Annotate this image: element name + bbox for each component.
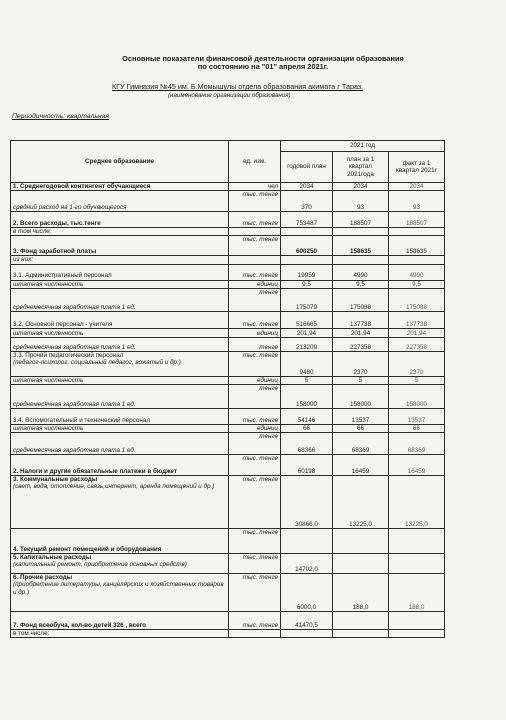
row-label-text: штатная численность	[13, 425, 84, 433]
table-row	[11, 476, 445, 529]
row-label-text: среднемесячная заработная плата 1 ед.	[13, 343, 136, 351]
row-value-quarter-plan	[333, 554, 389, 574]
row-label-subtext: (свет, вода, отопление, связь,интернет, аренда помещений и др.)	[13, 483, 215, 491]
row-value-quarter-plan	[333, 630, 389, 638]
column-header-year: 2021 год	[281, 141, 445, 152]
row-label	[11, 228, 229, 236]
document-date: по состоянию на "01" апреля 2021г.	[197, 62, 329, 71]
row-label-text: 7. Фонд всеобуча, кол-во детей 326 , всего	[13, 622, 147, 630]
row-label	[11, 529, 229, 554]
table-row	[11, 236, 445, 256]
row-value-quarter-plan: 158000	[333, 385, 389, 409]
financial-table	[10, 140, 445, 638]
row-value-fact: 2034	[389, 183, 445, 191]
row-value-quarter-plan: 16459	[333, 455, 389, 476]
row-value-quarter-plan: 2034	[333, 183, 389, 191]
table-row	[11, 212, 445, 228]
row-unit	[229, 256, 281, 264]
row-value-plan: 2034	[281, 183, 333, 191]
row-label-text: 2. Налоги и другие обязательные платежи в бюджет	[13, 468, 178, 476]
row-value-fact: 66	[389, 425, 445, 433]
row-unit: тыс. тенге	[229, 212, 281, 228]
row-value-plan: 213209	[281, 337, 333, 351]
row-value-plan: 54146	[281, 409, 333, 425]
table-row	[11, 529, 445, 554]
row-value-plan	[281, 228, 333, 236]
document-title: Основные показатели финансовой деятельности организации образования	[122, 54, 404, 63]
table-row	[11, 385, 445, 409]
table-body	[11, 183, 445, 638]
row-value-fact: 9,5	[389, 280, 445, 288]
row-label-text: 1. Среднегодовой контингент обучающиеся	[13, 183, 151, 190]
row-label-text: 4. Текущий ремонт помещений и оборудования	[13, 546, 162, 554]
row-value-fact	[389, 630, 445, 638]
row-value-fact	[389, 256, 445, 264]
row-label-text: 3.2. Основной персонал - учителя	[13, 320, 113, 328]
row-unit: тыс. тенге	[229, 612, 281, 630]
row-label-subtext: (педагог-психолог, социальный педагог, вожатый и др.)	[13, 359, 181, 367]
table-row	[11, 256, 445, 264]
row-value-fact: 227358	[389, 337, 445, 351]
table-row	[11, 630, 445, 638]
table-row	[11, 264, 445, 280]
row-value-plan: 9,5	[281, 280, 333, 288]
table-row	[11, 574, 445, 612]
row-unit: единиц	[229, 425, 281, 433]
row-unit: тенге	[229, 337, 281, 351]
row-label	[11, 476, 229, 529]
row-label	[11, 574, 229, 612]
row-value-fact	[389, 228, 445, 236]
organization-note: (наименование организации образования)	[168, 92, 291, 99]
row-label	[11, 337, 229, 351]
row-unit: тыс. тенге	[229, 236, 281, 256]
row-label	[11, 212, 229, 228]
row-unit	[229, 630, 281, 638]
row-label-text: штатная численность	[13, 376, 84, 384]
row-label-text: штатная численность	[13, 329, 84, 337]
row-label	[11, 630, 229, 638]
row-value-fact: 16459	[389, 455, 445, 476]
row-value-plan: 201,94	[281, 328, 333, 337]
row-value-quarter-plan: 227358	[333, 337, 389, 351]
row-label-text: 5. Капитальные расходы	[13, 554, 92, 562]
row-value-fact	[389, 529, 445, 554]
table-row	[11, 280, 445, 288]
row-value-fact: 13225,0	[389, 476, 445, 529]
row-label	[11, 311, 229, 328]
row-value-quarter-plan: 175088	[333, 288, 389, 311]
table-row	[11, 328, 445, 337]
row-value-plan: 14702,0	[281, 554, 333, 574]
row-value-plan: 6000,0	[281, 574, 333, 612]
row-value-plan: 41470,5	[281, 612, 333, 630]
row-unit: тенге	[229, 433, 281, 455]
row-label-text: среднемесячная заработная плата 1 ед.	[13, 303, 136, 311]
row-value-plan: 5	[281, 376, 333, 384]
row-value-quarter-plan: 188,0	[333, 574, 389, 612]
row-label-text: в том числе:	[13, 630, 50, 638]
row-unit: тыс. тенге	[229, 351, 281, 376]
row-value-plan	[281, 256, 333, 264]
row-value-fact: 175088	[389, 288, 445, 311]
row-label	[11, 264, 229, 280]
organization-name: КГУ Гимназия №45 им. Б.Момышулы отдела образования акимата г Тараз.	[112, 82, 364, 91]
row-unit: единиц	[229, 376, 281, 384]
row-label-text: 3.3. Прочий педагогический персонал	[13, 351, 124, 359]
row-value-fact: 201,94	[389, 328, 445, 337]
row-value-fact: 68369	[389, 433, 445, 455]
row-label	[11, 280, 229, 288]
table-row	[11, 612, 445, 630]
row-label-text: 3.1. Административный персонал	[13, 272, 112, 280]
table-row	[11, 311, 445, 328]
table-row	[11, 425, 445, 433]
row-value-quarter-plan: 188507	[333, 212, 389, 228]
row-label-text: среднемесячная заработная плата 1 ед.	[13, 447, 136, 455]
row-label-text: 3.4. Вспомогательный и технический персонал	[13, 416, 151, 424]
row-unit: тыс. тенге	[229, 311, 281, 328]
row-unit: тыс. тенге	[229, 476, 281, 529]
row-label-text: 2. Всего расходы, тыс.тенге	[13, 220, 101, 227]
row-label	[11, 236, 229, 256]
row-value-plan: 60198	[281, 455, 333, 476]
row-value-quarter-plan: 5	[333, 376, 389, 384]
column-header-plan: годовой план	[281, 152, 333, 183]
row-unit: единиц	[229, 280, 281, 288]
row-unit	[229, 228, 281, 236]
row-value-fact: 158635	[389, 236, 445, 256]
row-value-fact	[389, 612, 445, 630]
row-unit: тыс. тенге	[229, 455, 281, 476]
row-unit: тыс. тенге	[229, 554, 281, 574]
row-label-text: штатная численность	[13, 280, 84, 288]
row-label	[11, 256, 229, 264]
row-value-quarter-plan: 68369	[333, 433, 389, 455]
table-row	[11, 376, 445, 384]
row-label	[11, 376, 229, 384]
row-value-quarter-plan: 137738	[333, 311, 389, 328]
row-value-plan: 19959	[281, 264, 333, 280]
row-value-plan: 600250	[281, 236, 333, 256]
table-row	[11, 228, 445, 236]
row-label	[11, 455, 229, 476]
row-label-subtext: (капитальный ремонт, приобретение основных средств)	[13, 561, 187, 569]
row-label	[11, 425, 229, 433]
row-unit: тенге	[229, 385, 281, 409]
row-value-plan: 175079	[281, 288, 333, 311]
row-value-plan: 753487	[281, 212, 333, 228]
row-unit: тенге	[229, 288, 281, 311]
table-row	[11, 554, 445, 574]
row-label-subtext: (приобретение литературы, канцелярских и хозяйственных товаров и др.)	[13, 581, 224, 596]
row-value-fact: 188507	[389, 212, 445, 228]
row-value-quarter-plan: 9,5	[333, 280, 389, 288]
row-label	[11, 351, 229, 376]
table-row	[11, 288, 445, 311]
row-label	[11, 409, 229, 425]
periodicity: Периодичность: квартальная	[12, 113, 110, 120]
row-label	[11, 288, 229, 311]
row-label	[11, 183, 229, 191]
row-value-plan	[281, 630, 333, 638]
row-value-fact	[389, 554, 445, 574]
row-value-quarter-plan: 4990	[333, 264, 389, 280]
row-label	[11, 328, 229, 337]
row-label-text: средний расход на 1-го обучающегося	[13, 204, 127, 211]
table-row	[11, 183, 445, 191]
table-row	[11, 409, 445, 425]
table-row	[11, 337, 445, 351]
row-value-quarter-plan	[333, 256, 389, 264]
row-label-text: среднемесячная заработная плата 1 ед.	[13, 400, 136, 408]
row-value-fact: 137738	[389, 311, 445, 328]
row-value-plan: 9480	[281, 351, 333, 376]
row-label-text: 3. Коммунальные расходы	[13, 476, 98, 484]
row-unit: тыс. тенге	[229, 529, 281, 554]
row-label-text: 3. Фонд заработной платы	[13, 248, 97, 256]
row-value-quarter-plan: 2370	[333, 351, 389, 376]
table-row	[11, 191, 445, 212]
table-row	[11, 433, 445, 455]
row-unit: тыс. тенге	[229, 264, 281, 280]
row-value-fact: 158000	[389, 385, 445, 409]
row-value-plan: 516665	[281, 311, 333, 328]
row-label	[11, 433, 229, 455]
row-label-text: из них:	[13, 256, 34, 264]
row-value-fact: 13537	[389, 409, 445, 425]
row-value-plan	[281, 529, 333, 554]
row-value-plan: 30866,0	[281, 476, 333, 529]
row-value-fact: 5	[389, 376, 445, 384]
row-value-quarter-plan: 13225,0	[333, 476, 389, 529]
table-row	[11, 455, 445, 476]
row-value-quarter-plan: 93	[333, 191, 389, 212]
row-value-quarter-plan	[333, 228, 389, 236]
row-value-quarter-plan: 66	[333, 425, 389, 433]
row-label-text: в том числе:	[13, 228, 52, 236]
row-value-plan: 370	[281, 191, 333, 212]
row-label-text: 6. Прочие расходы	[13, 574, 73, 582]
row-value-fact: 2370	[389, 351, 445, 376]
column-header-quarter-plan: план за 1 квартал 2021года	[333, 152, 389, 183]
row-value-quarter-plan: 13537	[333, 409, 389, 425]
row-label	[11, 554, 229, 574]
row-value-plan: 66	[281, 425, 333, 433]
row-unit: тыс. тенге	[229, 191, 281, 212]
column-header-name: Среднее образование	[11, 141, 229, 183]
row-unit: единиц	[229, 328, 281, 337]
row-unit: чел	[229, 183, 281, 191]
column-header-unit: ед. изм.	[229, 141, 281, 183]
row-value-plan: 68366	[281, 433, 333, 455]
row-label	[11, 191, 229, 212]
row-label	[11, 385, 229, 409]
row-unit: тыс. тенге	[229, 409, 281, 425]
row-value-fact: 4990	[389, 264, 445, 280]
row-value-quarter-plan: 201,94	[333, 328, 389, 337]
row-label	[11, 612, 229, 630]
row-unit: тыс. тенге	[229, 574, 281, 612]
column-header-fact: факт за 1 квартал 2021г	[389, 152, 445, 183]
table-row	[11, 351, 445, 376]
row-value-quarter-plan	[333, 529, 389, 554]
row-value-quarter-plan: 158635	[333, 236, 389, 256]
row-value-quarter-plan	[333, 612, 389, 630]
row-value-plan: 158000	[281, 385, 333, 409]
row-value-fact: 93	[389, 191, 445, 212]
row-value-fact: 188,0	[389, 574, 445, 612]
